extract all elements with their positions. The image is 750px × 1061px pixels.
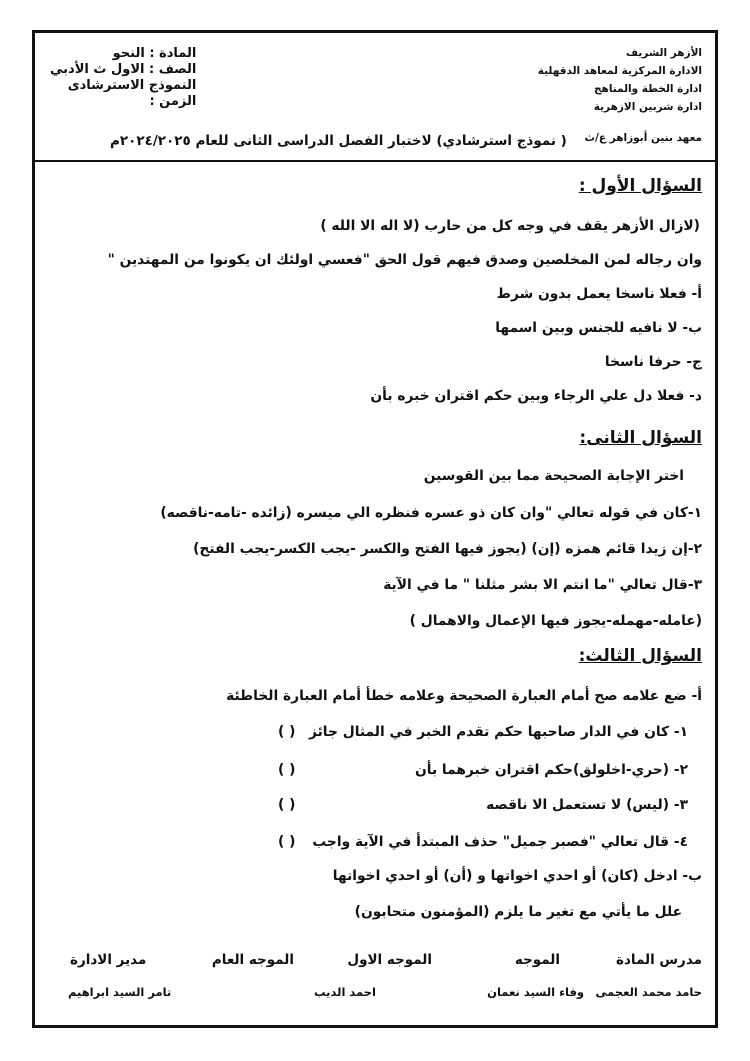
q1-title: السؤال الأول :: [578, 176, 702, 196]
time-label: الزمن :: [149, 94, 197, 109]
q3-statement: ١- كان في الدار صاحبها حكم تقدم الخبر في المثال جائز: [309, 724, 688, 740]
q2-title: السؤال الثانى:: [579, 428, 702, 448]
signature-name: تامر السيد ابراهيم: [68, 985, 172, 999]
institution-line: ادارة شربين الازهرية: [593, 101, 702, 113]
q1-item: ب- لا نافيه للجنس وبين اسمها: [495, 320, 702, 336]
q2-item: ٣-قال تعالي "ما انتم الا بشر مثلنا " ما في الآية: [383, 577, 702, 593]
signature-role: مدرس المادة: [616, 952, 702, 968]
institution-line: الادارة المركزية لمعاهد الدقهلية: [537, 65, 702, 77]
signature-role: الموجه الاول: [347, 952, 432, 968]
q3-part-b: ب- ادخل (كان) أو احدي اخواتها و (أن) أو احدي اخواتها: [332, 868, 702, 884]
q3-part-a: أ- ضع علامه صح أمام العبارة الصحيحة وعلامه خطأ أمام العبارة الخاطئة: [226, 688, 702, 704]
q3-statement: ٢- (حري-اخلولق)حكم اقتران خبرهما بأن: [414, 762, 688, 778]
q1-item: ج- حرفا ناسخا: [604, 354, 702, 370]
signature-name: حامد محمد العجمى: [595, 985, 702, 999]
exam-title: ( نموذج استرشادي) لاختبار الفصل الدراسى الثانى للعام ٢٠٢٤/٢٠٢٥م: [110, 133, 567, 149]
q1-stem: وان رجاله لمن المخلصين وصدق فيهم قول الحق "فعسي اولئك ان يكونوا من المهتدين ": [107, 252, 702, 268]
answer-bracket: ( ): [278, 797, 296, 813]
institution-line: معهد بنين أبوزاهر ع/ث: [584, 132, 702, 144]
answer-bracket: ( ): [278, 724, 296, 740]
q1-item: أ- فعلا ناسخا يعمل بدون شرط: [496, 286, 702, 302]
institution-block: [538, 44, 702, 116]
q3-title: السؤال الثالث:: [578, 646, 702, 666]
signature-role: مدير الادارة: [70, 952, 147, 968]
q2-item: ١-كان في قوله تعالي "وان كان ذو عسره فنظره الي ميسره (زائده -تامه-ناقصه): [160, 505, 702, 521]
q3-statement: ٤- قال تعالي "فصبر جميل" حذف المبتدأ في الآية واجب: [312, 834, 688, 850]
institution-line: ادارة الخطة والمناهج: [593, 83, 702, 95]
q2-item: (عامله-مهمله-يجوز فيها الإعمال والاهمال ): [409, 613, 702, 629]
q1-item: د- فعلا دل علي الرجاء وبين حكم اقتران خبره بأن: [370, 388, 702, 404]
model-label: النموذج الاسترشادى: [67, 78, 197, 93]
q2-item: ٢-إن زيدا قائم همزه (إن) (يجوز فيها الفتح والكسر -يجب الكسر-يجب الفتح): [193, 541, 702, 557]
header-divider: [32, 160, 718, 162]
institution-line: الأزهر الشريف: [625, 47, 702, 59]
subject-label: المادة : النحو: [112, 46, 197, 61]
signature-role: الموجه: [514, 952, 560, 968]
grade-label: الصف : الاول ث الأدبي: [50, 62, 197, 77]
signature-role: الموجه العام: [211, 952, 294, 968]
answer-bracket: ( ): [278, 834, 296, 850]
exam-info-block: [50, 46, 196, 110]
signature-name: وفاء السيد نعمان: [487, 985, 584, 999]
q2-instruction: اختر الإجابة الصحيحة مما بين القوسين: [423, 468, 684, 484]
q3-part-b-reason: علل ما يأتي مع تغير ما يلزم (المؤمنون متحابون): [354, 904, 682, 920]
signature-name: احمد الديب: [314, 985, 376, 999]
q3-statement: ٣- (ليس) لا تستعمل الا ناقصه: [486, 797, 688, 813]
q1-stem: (لازال الأزهر يقف في وجه كل من حارب (لا اله الا الله ): [320, 218, 700, 234]
answer-bracket: ( ): [278, 762, 296, 778]
